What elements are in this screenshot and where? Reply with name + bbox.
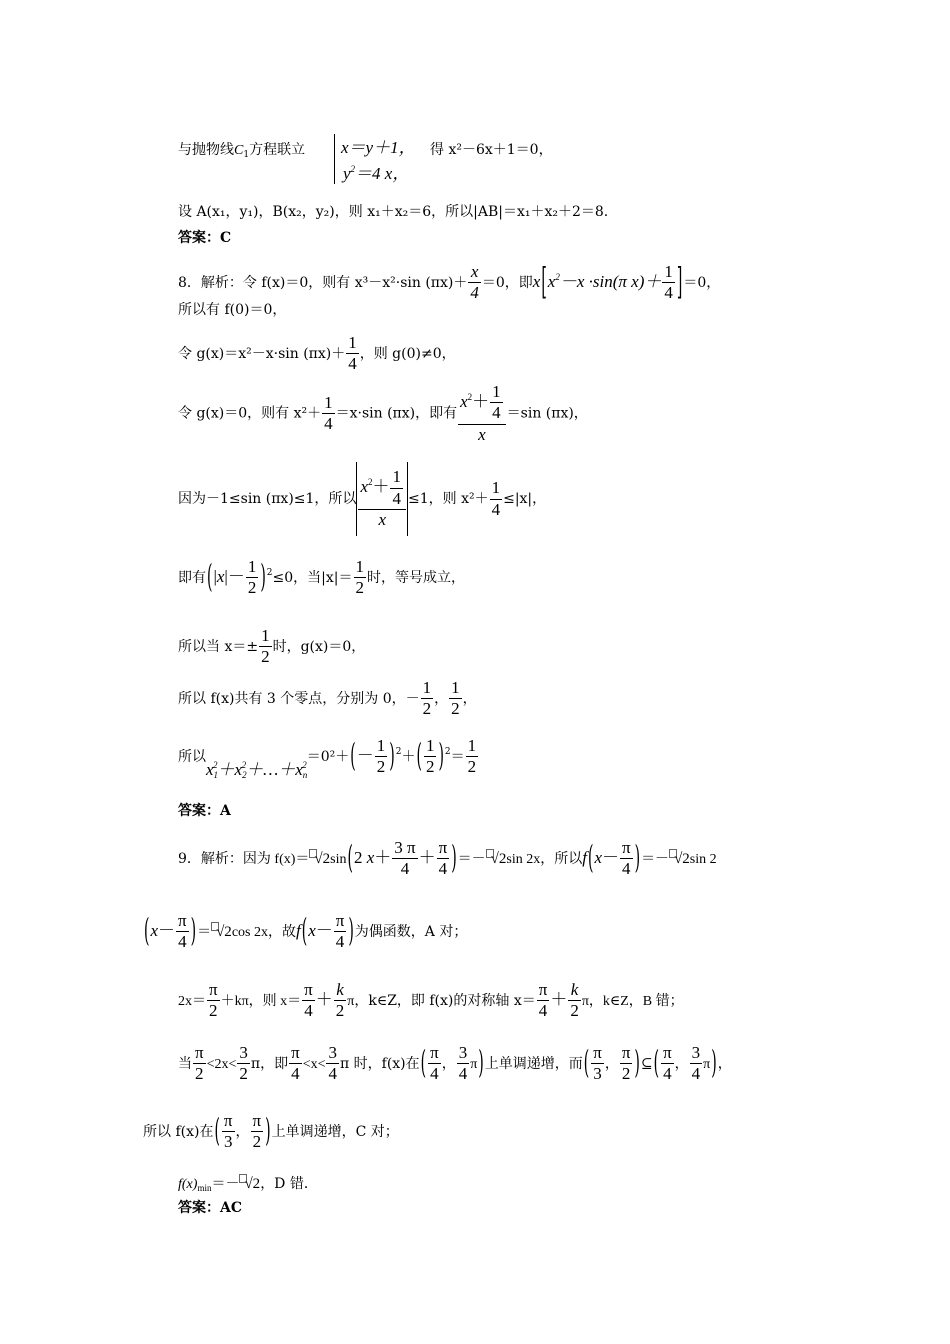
p7-text: 方程联立 [249, 142, 306, 158]
p8-line-3: 令 g(x)＝x²－x·sin (πx)＋ $\frac{1}{4}$ ，则 g(0)≠0， [178, 333, 456, 374]
p9-line-5: 所以 f(x)在( $\frac{\pi}{3}$ ， $\frac{\pi}{2}$ )上单调递增，C 对； [143, 1111, 399, 1152]
p8-line-5: 因为－1≤sin (πx)≤1，所以 $x^2+$ $\frac{1}{4}$ x ≤1，则 x²＋ $\frac{1}{4}$ ≤|x|， [178, 462, 546, 536]
system-row-2: $y^2=4$ x， [343, 164, 410, 183]
p7-result: 得 x²－6x＋1＝0， [430, 142, 553, 158]
p7-line-2: 设 A(x₁，y₁)，B(x₂，y₂)，则 x₁＋x₂＝6，所以|AB|＝x₁＋x₂＋2＝8. [178, 204, 609, 220]
answer-7: 答案：C [178, 230, 232, 246]
p9-line-6: $f(x)_{min}=- √2$，D 错． [178, 1176, 318, 1193]
p8-line-2: 所以有 f(0)＝0， [178, 302, 287, 318]
p7-system-line [178, 143, 305, 160]
answer-8: 答案：A [178, 803, 231, 819]
p7-c1: C [234, 143, 244, 158]
p7-prefix: 与抛物线 [178, 142, 234, 158]
p8-line-8: 所以 f(x)共有 3 个零点，分别为 0，－ $\frac{1}{2}$ ， $\frac{1}{2}$ ， [178, 678, 477, 719]
p9-line-1: 9．解析：因为 f(x)＝ √2sin(2 x＋ $\frac{3 \pi}{4}$ ＋ $\frac{\pi}{4}$ )＝－ √2sin 2x，所以f(x－ $\frac{\pi}{4}$ )＝－ √2sin 2 [178, 838, 717, 879]
p9-line-3: 2x＝ $\frac{\pi}{2}$ ＋kπ，则 x＝ $\frac{\pi}{4}$ ＋ $\frac{k}{2}$ π，k∈Z，即 f(x)的对称轴 x＝ $\frac{\pi}{4}$ ＋ $\frac{k}{2}$ π，k∈Z，B 错； [178, 980, 684, 1021]
p8-line-6: 即有(|x|－ $\frac{1}{2}$ )$^2$≤0，当|x|＝ $\frac{1}{2}$ 时，等号成立， [178, 557, 465, 598]
answer-9: 答案：AC [178, 1200, 243, 1216]
p9-line-2: (x－ $\frac{\pi}{4}$ )＝ √2cos 2x，故f(x－ $\frac{\pi}{4}$ )为偶函数，A 对； [144, 911, 468, 952]
p7-c1-sub: 1 [243, 150, 250, 160]
p8-line-1: 8．解析：令 f(x)＝0，则有 x³－x²·sin (πx)＋ $\frac{x}{4}$ ＝0，即$x[x^2-x \cdot\sin(\pi$ x)＋ $\frac{1}{4}$ ]＝0， [178, 262, 721, 304]
system-row-1: x＝y＋1， [341, 138, 416, 157]
p8-line-4: 令 g(x)＝0，则有 x²＋ $\frac{1}{4}$ ＝x·sin (πx)，即有 $x^2+$ $\frac{1}{4}$ x ＝sin (πx)， [178, 382, 588, 444]
system-brace [334, 134, 335, 184]
p9-line-4: 当 $\frac{\pi}{2}$ <2x< $\frac{3}{2}$ π，即 $\frac{\pi}{4}$ <x< $\frac{3}{4}$ π 时，f(x)在( $\frac{\pi}{4}$ ， $\frac{3}{4}$ π)上单调递增，而( $\frac{\pi}{3}$ ， $\frac{\pi}{2}$ )⊆( $\frac{\pi}{4}$ ， $\frac{3}{4}$ π)， [178, 1043, 732, 1084]
p8-label: 8．解析： [178, 274, 243, 291]
p8-line-9: 所以$x_1^2+x_2^2+\dots+x_n^2=0^2+(-$ $\frac{1}{2}$ )$^2$＋( $\frac{1}{2}$ )$^2$＝ $\frac{1}{2}$ [178, 736, 477, 780]
p8-line-7: 所以当 x＝± $\frac{1}{2}$ 时，g(x)＝0， [178, 626, 366, 667]
p9-label: 9．解析： [178, 850, 243, 867]
